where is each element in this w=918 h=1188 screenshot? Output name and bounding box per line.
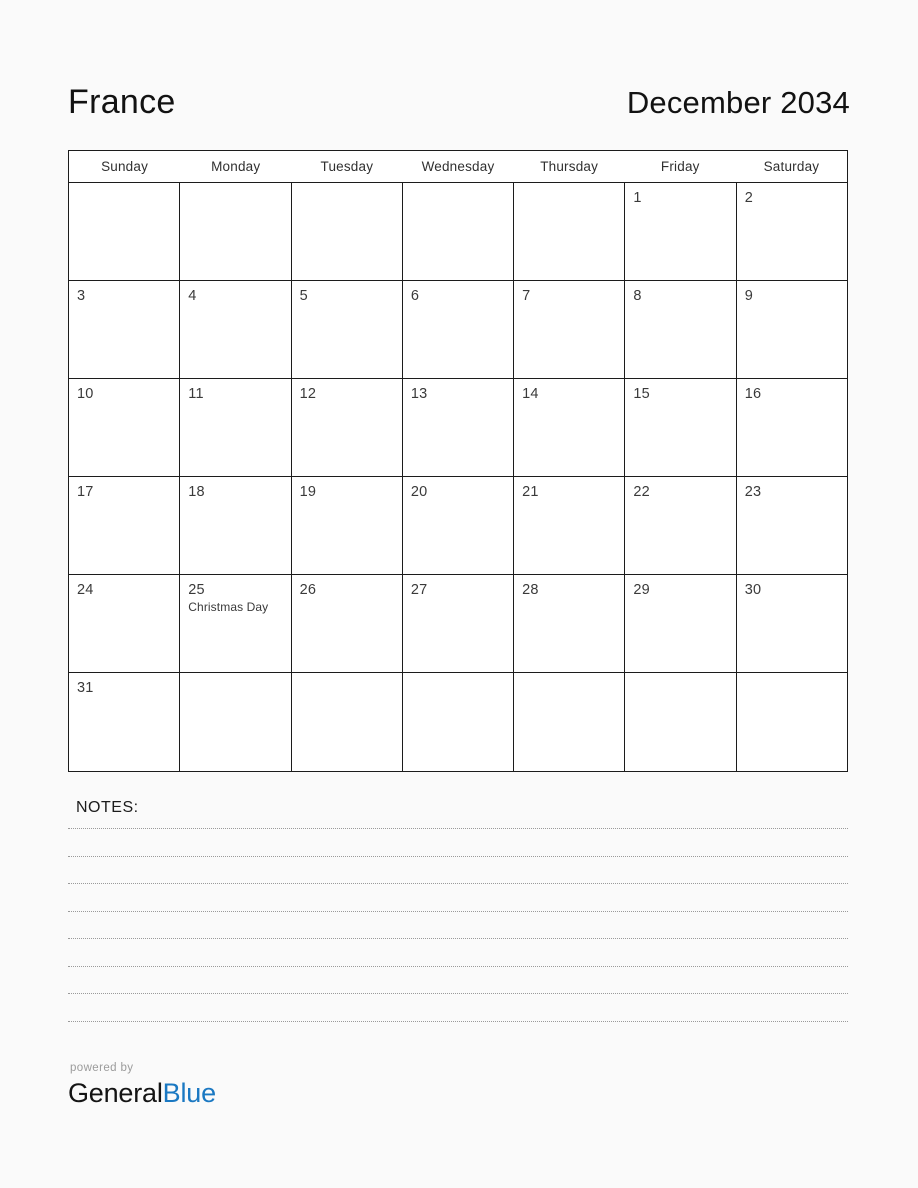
day-number: 2 — [744, 190, 753, 206]
day-cell-15[interactable] — [625, 379, 736, 476]
day-number: 27 — [410, 582, 428, 598]
weekday-header-sunday: Sunday — [101, 159, 149, 174]
day-cell-empty[interactable] — [180, 183, 291, 280]
day-number: 15 — [633, 386, 650, 402]
brand-footer — [68, 1063, 216, 1107]
day-number: 25 — [188, 582, 205, 598]
day-number: 18 — [188, 484, 205, 500]
page-header — [68, 74, 850, 130]
notes-lines — [68, 828, 848, 1022]
day-number: 24 — [77, 582, 94, 598]
calendar-weeks — [69, 183, 847, 771]
day-cell-8[interactable] — [625, 281, 736, 378]
day-cell-empty[interactable] — [292, 183, 403, 280]
day-cell-3[interactable] — [69, 281, 180, 378]
day-number: 30 — [744, 582, 762, 598]
day-cell-30[interactable] — [737, 575, 847, 672]
day-number: 12 — [299, 386, 317, 402]
calendar-week-row — [69, 673, 847, 771]
day-cell-4[interactable] — [180, 281, 291, 378]
notes-line[interactable] — [68, 966, 848, 967]
day-number: 10 — [77, 386, 94, 402]
day-cell-28[interactable] — [514, 575, 625, 672]
day-cell-27[interactable] — [403, 575, 514, 672]
weekday-header-row — [69, 151, 847, 183]
calendar-week-row — [69, 281, 847, 379]
day-cell-25[interactable] — [180, 575, 291, 672]
day-cell-empty[interactable] — [292, 673, 403, 771]
day-holiday-label: Christmas Day — [188, 600, 269, 615]
notes-line[interactable] — [68, 911, 848, 912]
powered-by-label: powered by — [70, 1062, 134, 1074]
day-cell-10[interactable] — [69, 379, 180, 476]
day-number: 11 — [188, 386, 204, 402]
day-number: 4 — [188, 288, 197, 304]
day-cell-empty[interactable] — [403, 673, 514, 771]
notes-line[interactable] — [68, 856, 848, 857]
day-cell-21[interactable] — [514, 477, 625, 574]
day-cell-29[interactable] — [625, 575, 736, 672]
day-cell-18[interactable] — [180, 477, 291, 574]
notes-label: NOTES: — [76, 799, 139, 816]
day-number: 14 — [522, 386, 539, 402]
day-number: 7 — [522, 288, 531, 304]
day-cell-empty[interactable] — [514, 673, 625, 771]
day-cell-17[interactable] — [69, 477, 180, 574]
day-number: 8 — [633, 288, 642, 304]
day-cell-16[interactable] — [737, 379, 847, 476]
notes-line[interactable] — [68, 828, 848, 829]
notes-line[interactable] — [68, 1021, 848, 1022]
day-cell-1[interactable] — [625, 183, 736, 280]
notes-line[interactable] — [68, 883, 848, 884]
day-number: 20 — [410, 484, 428, 500]
day-cell-5[interactable] — [292, 281, 403, 378]
day-number: 23 — [744, 484, 762, 500]
day-number: 22 — [633, 484, 650, 500]
day-cell-empty[interactable] — [737, 673, 847, 771]
month-year-title: December 2034 — [626, 84, 850, 120]
day-cell-22[interactable] — [625, 477, 736, 574]
day-cell-13[interactable] — [403, 379, 514, 476]
weekday-header-saturday: Saturday — [763, 159, 820, 174]
weekday-header-wednesday: Wednesday — [421, 159, 495, 174]
day-cell-empty[interactable] — [69, 183, 180, 280]
brand-name-general: General — [68, 1077, 163, 1108]
day-number: 1 — [633, 190, 642, 206]
day-number: 31 — [77, 680, 94, 696]
day-cell-empty[interactable] — [180, 673, 291, 771]
day-number: 9 — [744, 288, 753, 304]
day-cell-empty[interactable] — [514, 183, 625, 280]
day-number: 21 — [522, 484, 539, 500]
calendar-week-row — [69, 379, 847, 477]
day-number: 26 — [299, 582, 317, 598]
day-cell-2[interactable] — [737, 183, 847, 280]
day-number: 29 — [633, 582, 650, 598]
day-cell-9[interactable] — [737, 281, 847, 378]
weekday-header-thursday: Thursday — [540, 159, 599, 174]
day-number: 5 — [299, 288, 308, 304]
day-number: 13 — [410, 386, 428, 402]
day-number: 17 — [77, 484, 94, 500]
day-cell-7[interactable] — [514, 281, 625, 378]
day-number: 6 — [410, 288, 420, 304]
day-cell-19[interactable] — [292, 477, 403, 574]
day-number: 3 — [77, 288, 86, 304]
weekday-header-monday: Monday — [211, 159, 261, 174]
day-cell-12[interactable] — [292, 379, 403, 476]
day-cell-empty[interactable] — [625, 673, 736, 771]
day-cell-14[interactable] — [514, 379, 625, 476]
day-cell-empty[interactable] — [403, 183, 514, 280]
calendar-week-row — [69, 477, 847, 575]
day-cell-24[interactable] — [69, 575, 180, 672]
day-number: 19 — [299, 484, 317, 500]
day-cell-6[interactable] — [403, 281, 514, 378]
weekday-header-friday: Friday — [660, 159, 700, 174]
weekday-header-tuesday: Tuesday — [320, 159, 374, 174]
day-cell-20[interactable] — [403, 477, 514, 574]
day-cell-31[interactable] — [69, 673, 180, 771]
brand-logo — [68, 1077, 216, 1108]
day-cell-26[interactable] — [292, 575, 403, 672]
notes-section — [68, 800, 848, 1048]
brand-name-blue: Blue — [162, 1077, 216, 1108]
page-title: France — [68, 83, 176, 121]
notes-line[interactable] — [68, 938, 848, 939]
notes-line[interactable] — [68, 993, 848, 994]
day-cell-11[interactable] — [180, 379, 291, 476]
day-number: 16 — [744, 386, 762, 402]
calendar-week-row — [69, 183, 847, 281]
calendar-grid — [68, 150, 848, 772]
day-number: 28 — [522, 582, 539, 598]
day-cell-23[interactable] — [737, 477, 847, 574]
calendar-week-row — [69, 575, 847, 673]
